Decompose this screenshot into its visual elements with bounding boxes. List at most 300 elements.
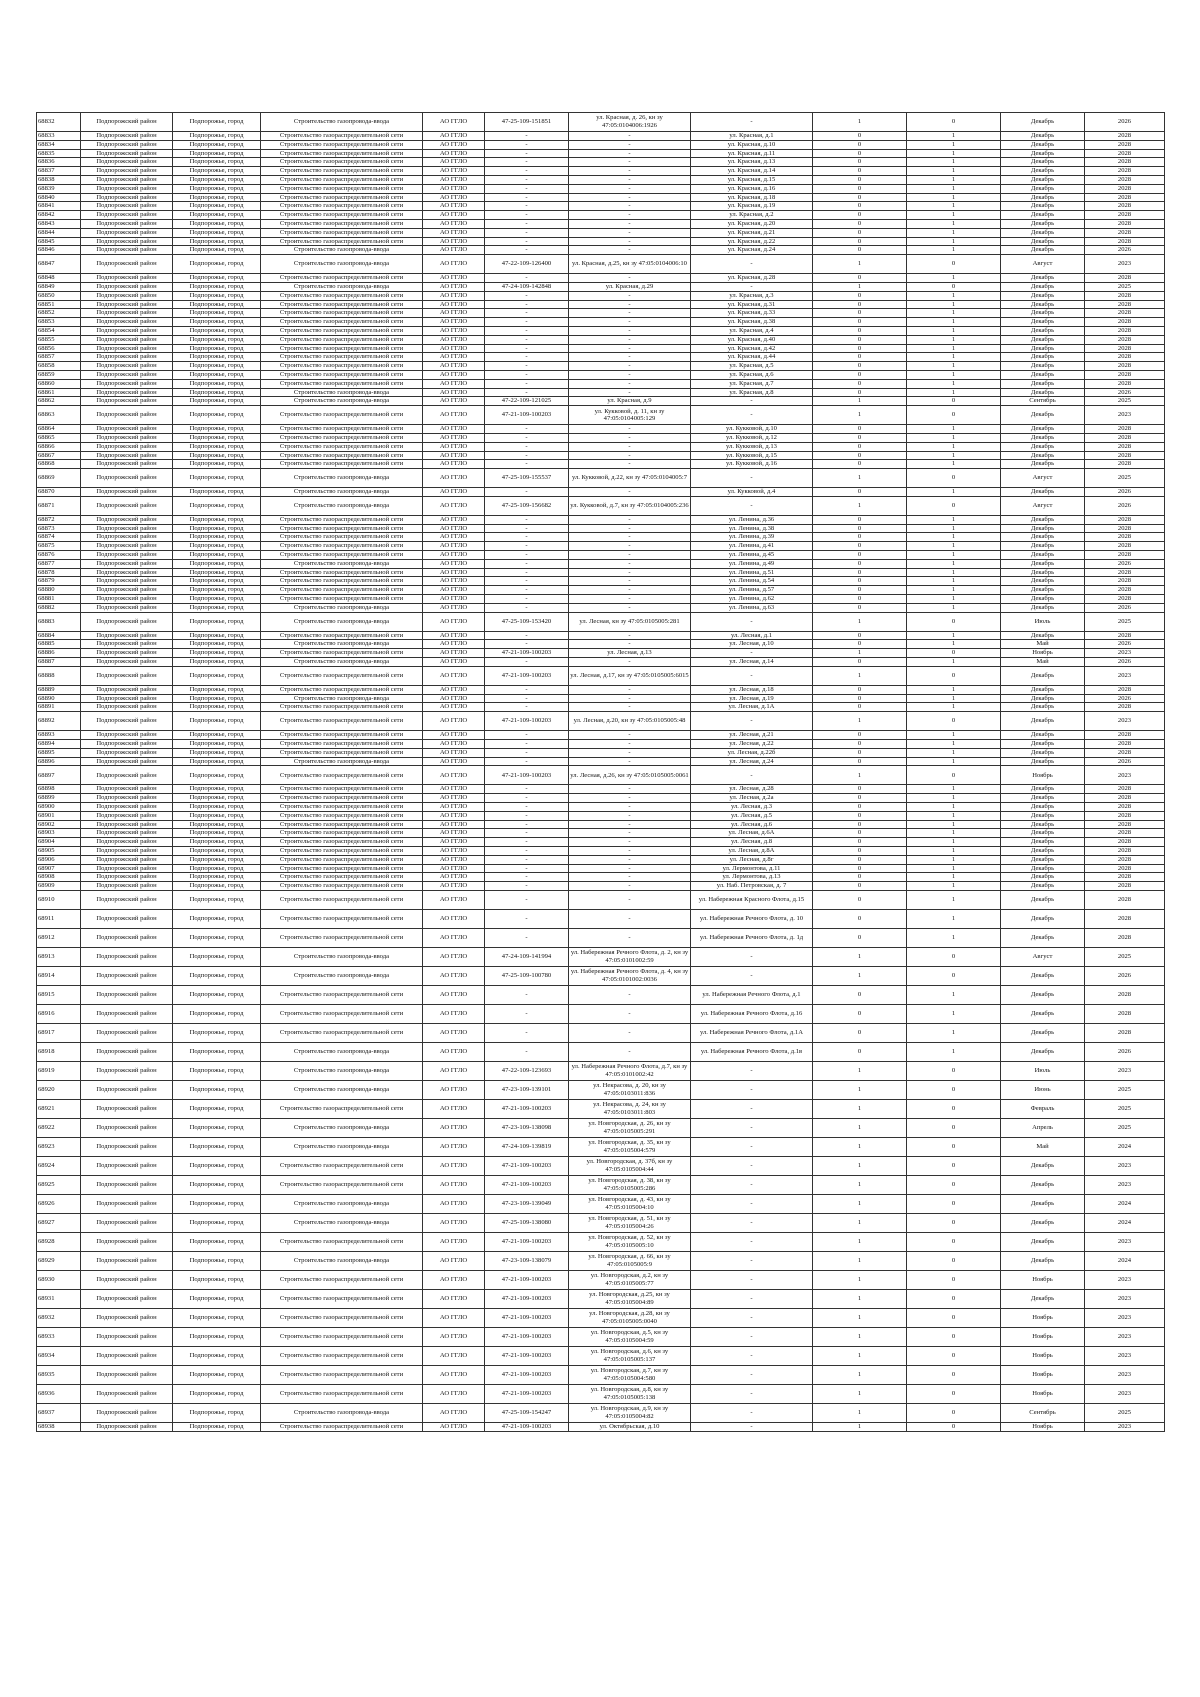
cell-tu_number: - [485,193,569,202]
cell-id: 68854 [37,326,81,335]
cell-year: 2028 [1085,158,1165,167]
cell-month: Декабрь [1001,595,1085,604]
cell-tu_number: - [485,237,569,246]
cell-q2: 1 [907,803,1001,812]
cell-address_cadastral: ул. Красная, д. 26, кн зу 47:05:0104006:1926 [569,113,691,132]
cell-address_object: - [691,1118,813,1137]
cell-id: 68882 [37,603,81,612]
cell-q2: 1 [907,353,1001,362]
cell-q2: 1 [907,237,1001,246]
cell-address_object: - [691,1137,813,1156]
cell-id: 68885 [37,640,81,649]
table-row [37,326,1165,335]
cell-district: Подпорожский район [81,928,173,947]
cell-q1: 0 [813,158,907,167]
cell-district: Подпорожский район [81,362,173,371]
cell-month: Декабрь [1001,1289,1085,1308]
cell-q1: 0 [813,219,907,228]
cell-q1: 1 [813,966,907,985]
cell-locality: Подпорожье, город [173,344,261,353]
cell-q1: 0 [813,577,907,586]
table-row [37,246,1165,255]
cell-q2: 1 [907,559,1001,568]
cell-locality: Подпорожье, город [173,855,261,864]
table-row [37,1365,1165,1384]
cell-q1: 1 [813,1327,907,1346]
cell-organization: АО ГГЛО [423,685,485,694]
cell-year: 2028 [1085,193,1165,202]
cell-tu_number: - [485,740,569,749]
cell-q2: 1 [907,460,1001,469]
cell-district: Подпорожский район [81,559,173,568]
cell-organization: АО ГГЛО [423,882,485,891]
cell-organization: АО ГГЛО [423,353,485,362]
cell-tu_number: 47-21-109-100203 [485,649,569,658]
cell-organization: АО ГГЛО [423,219,485,228]
table-row [37,344,1165,353]
cell-tu_number: - [485,909,569,928]
cell-tu_number: - [485,211,569,220]
cell-work_type: Строительство газопровода-ввода [261,1403,423,1422]
cell-q1: 0 [813,542,907,551]
cell-tu_number: - [485,685,569,694]
cell-year: 2028 [1085,237,1165,246]
cell-address_cadastral: ул. Новгородская, д. 43, кн зу 47:05:0105004:10 [569,1194,691,1213]
cell-q1: 1 [813,1308,907,1327]
cell-locality: Подпорожье, город [173,496,261,515]
cell-q2: 1 [907,731,1001,740]
cell-month: Ноябрь [1001,1384,1085,1403]
table-row [37,318,1165,327]
table-row [37,551,1165,560]
cell-year: 2023 [1085,1232,1165,1251]
cell-q1: 0 [813,274,907,283]
cell-organization: АО ГГЛО [423,658,485,667]
cell-locality: Подпорожье, город [173,551,261,560]
cell-work_type: Строительство газораспределительной сети [261,460,423,469]
cell-address_object: - [691,1346,813,1365]
cell-tu_number: 47-24-109-142848 [485,282,569,291]
cell-address_cadastral: - [569,757,691,766]
cell-address_cadastral: - [569,228,691,237]
cell-year: 2028 [1085,353,1165,362]
cell-year: 2028 [1085,211,1165,220]
cell-address_object: - [691,255,813,274]
cell-work_type: Строительство газораспределительной сети [261,149,423,158]
cell-month: Декабрь [1001,873,1085,882]
cell-work_type: Строительство газораспределительной сети [261,649,423,658]
cell-work_type: Строительство газопровода-ввода [261,496,423,515]
cell-district: Подпорожский район [81,685,173,694]
cell-work_type: Строительство газораспределительной сети [261,202,423,211]
cell-organization: АО ГГЛО [423,524,485,533]
cell-year: 2026 [1085,757,1165,766]
cell-locality: Подпорожье, город [173,282,261,291]
cell-locality: Подпорожье, город [173,577,261,586]
cell-organization: АО ГГЛО [423,167,485,176]
cell-month: Декабрь [1001,740,1085,749]
cell-district: Подпорожский район [81,748,173,757]
cell-year: 2028 [1085,551,1165,560]
cell-q1: 0 [813,864,907,873]
cell-tu_number: 47-21-109-100203 [485,666,569,685]
cell-work_type: Строительство газораспределительной сети [261,370,423,379]
cell-organization: АО ГГЛО [423,1156,485,1175]
cell-address_cadastral: - [569,353,691,362]
cell-address_cadastral: - [569,184,691,193]
cell-address_cadastral: - [569,855,691,864]
cell-q2: 0 [907,397,1001,406]
cell-year: 2024 [1085,1213,1165,1232]
cell-q1: 0 [813,291,907,300]
cell-work_type: Строительство газораспределительной сети [261,909,423,928]
cell-address_object: ул. Красная, д.33 [691,309,813,318]
cell-q1: 0 [813,237,907,246]
cell-tu_number: 47-24-109-139819 [485,1137,569,1156]
cell-work_type: Строительство газораспределительной сети [261,158,423,167]
cell-month: Декабрь [1001,158,1085,167]
cell-address_object: - [691,1270,813,1289]
cell-address_cadastral: ул. Набережная Речного Флота, д.7, кн зу 47:05:0101002:42 [569,1061,691,1080]
cell-district: Подпорожский район [81,282,173,291]
cell-address_object: - [691,666,813,685]
cell-year: 2028 [1085,309,1165,318]
cell-address_cadastral: - [569,1004,691,1023]
table-row [37,1137,1165,1156]
table-row [37,1289,1165,1308]
cell-q1: 0 [813,460,907,469]
cell-address_cadastral: - [569,326,691,335]
cell-q2: 1 [907,890,1001,909]
cell-address_cadastral: - [569,864,691,873]
table-row [37,282,1165,291]
cell-q2: 1 [907,132,1001,141]
cell-q1: 0 [813,149,907,158]
cell-month: Декабрь [1001,559,1085,568]
cell-tu_number: 47-21-109-100203 [485,1289,569,1308]
cell-address_object: - [691,966,813,985]
cell-organization: АО ГГЛО [423,211,485,220]
cell-id: 68862 [37,397,81,406]
cell-q2: 1 [907,533,1001,542]
cell-tu_number: 47-25-109-100780 [485,966,569,985]
cell-address_object: ул. Красная, д.38 [691,318,813,327]
table-row [37,1080,1165,1099]
cell-address_object: ул. Красная, д.42 [691,344,813,353]
cell-work_type: Строительство газопровода-ввода [261,947,423,966]
table-row [37,890,1165,909]
cell-organization: АО ГГЛО [423,1289,485,1308]
cell-address_object: ул. Лесная, д.2а [691,794,813,803]
cell-locality: Подпорожье, город [173,1308,261,1327]
cell-year: 2028 [1085,274,1165,283]
cell-address_object: ул. Красная, д.2 [691,211,813,220]
cell-locality: Подпорожье, город [173,631,261,640]
cell-district: Подпорожский район [81,703,173,712]
cell-district: Подпорожский район [81,820,173,829]
cell-month: Декабрь [1001,577,1085,586]
cell-tu_number: - [485,864,569,873]
cell-tu_number: 47-25-109-156682 [485,496,569,515]
cell-address_object: - [691,1213,813,1232]
cell-locality: Подпорожье, город [173,1194,261,1213]
cell-q2: 1 [907,488,1001,497]
cell-year: 2028 [1085,685,1165,694]
cell-address_object: ул. Лесная, д.6А [691,829,813,838]
cell-tu_number: - [485,219,569,228]
cell-year: 2028 [1085,425,1165,434]
cell-address_object: ул. Ленина, д.39 [691,533,813,542]
cell-q1: 0 [813,1042,907,1061]
cell-work_type: Строительство газопровода-ввода [261,255,423,274]
cell-address_cadastral: ул. Новгородская, д. 38, кн зу 47:05:0105005:286 [569,1175,691,1194]
cell-address_cadastral: - [569,811,691,820]
cell-month: Декабрь [1001,1232,1085,1251]
table-row [37,1327,1165,1346]
cell-q1: 0 [813,890,907,909]
cell-locality: Подпорожье, город [173,255,261,274]
cell-address_cadastral: ул. Кукковой, д. 11, кн зу 47:05:0104005:129 [569,406,691,425]
cell-address_cadastral: ул. Новгородская, д.28, кн зу 47:05:0105005:0040 [569,1308,691,1327]
table-row [37,612,1165,631]
cell-year: 2023 [1085,712,1165,731]
cell-organization: АО ГГЛО [423,985,485,1004]
cell-id: 68906 [37,855,81,864]
cell-q2: 1 [907,388,1001,397]
cell-work_type: Строительство газораспределительной сети [261,1327,423,1346]
cell-address_object: - [691,1327,813,1346]
cell-district: Подпорожский район [81,140,173,149]
cell-q1: 1 [813,1232,907,1251]
cell-month: Декабрь [1001,460,1085,469]
cell-district: Подпорожский район [81,1251,173,1270]
cell-organization: АО ГГЛО [423,586,485,595]
cell-id: 68922 [37,1118,81,1137]
cell-work_type: Строительство газораспределительной сети [261,344,423,353]
cell-id: 68937 [37,1403,81,1422]
cell-locality: Подпорожье, город [173,658,261,667]
cell-address_cadastral: - [569,274,691,283]
cell-month: Май [1001,640,1085,649]
cell-district: Подпорожский район [81,211,173,220]
cell-work_type: Строительство газораспределительной сети [261,1175,423,1194]
cell-q1: 0 [813,586,907,595]
cell-address_cadastral: - [569,132,691,141]
cell-q2: 1 [907,274,1001,283]
cell-year: 2023 [1085,255,1165,274]
cell-address_object: - [691,282,813,291]
cell-month: Декабрь [1001,966,1085,985]
cell-work_type: Строительство газопровода-ввода [261,488,423,497]
cell-id: 68840 [37,193,81,202]
cell-address_object: ул. Красная, д.4 [691,326,813,335]
cell-address_cadastral: ул. Красная, д.25, кн зу 47:05:0104006:10 [569,255,691,274]
cell-district: Подпорожский район [81,1042,173,1061]
cell-tu_number: - [485,847,569,856]
cell-locality: Подпорожье, город [173,1175,261,1194]
cell-address_object: ул. Красная, д.10 [691,140,813,149]
cell-locality: Подпорожье, город [173,1232,261,1251]
cell-address_cadastral: ул. Лесная, д.17, кн зу 47:05:0105005:6015 [569,666,691,685]
cell-tu_number: 47-23-109-139101 [485,1080,569,1099]
cell-organization: АО ГГЛО [423,909,485,928]
cell-q1: 0 [813,140,907,149]
cell-year: 2028 [1085,909,1165,928]
cell-address_object: ул. Ленина, д.38 [691,524,813,533]
cell-year: 2026 [1085,640,1165,649]
cell-q2: 1 [907,515,1001,524]
cell-work_type: Строительство газораспределительной сети [261,542,423,551]
cell-q1: 1 [813,1384,907,1403]
cell-tu_number: - [485,631,569,640]
cell-work_type: Строительство газопровода-ввода [261,388,423,397]
cell-year: 2023 [1085,1365,1165,1384]
cell-organization: АО ГГЛО [423,559,485,568]
cell-id: 68931 [37,1289,81,1308]
cell-month: Декабрь [1001,184,1085,193]
cell-q1: 0 [813,344,907,353]
cell-year: 2023 [1085,1289,1165,1308]
cell-year: 2025 [1085,1118,1165,1137]
cell-address_cadastral: - [569,442,691,451]
table-row [37,757,1165,766]
cell-organization: АО ГГЛО [423,694,485,703]
cell-address_object: ул. Кукковой, д.13 [691,442,813,451]
cell-tu_number: 47-25-109-154247 [485,1403,569,1422]
cell-id: 68921 [37,1099,81,1118]
cell-tu_number: 47-23-109-138079 [485,1251,569,1270]
cell-organization: АО ГГЛО [423,1194,485,1213]
cell-work_type: Строительство газораспределительной сети [261,1099,423,1118]
cell-locality: Подпорожье, город [173,353,261,362]
cell-address_object: - [691,1384,813,1403]
cell-organization: АО ГГЛО [423,533,485,542]
cell-address_cadastral: ул. Набережная Речного Флота, д. 2, кн зу 47:05:0101002:59 [569,947,691,966]
table-row [37,406,1165,425]
cell-tu_number: - [485,640,569,649]
cell-tu_number: - [485,731,569,740]
cell-district: Подпорожский район [81,1023,173,1042]
table-row [37,460,1165,469]
cell-year: 2025 [1085,1403,1165,1422]
cell-district: Подпорожский район [81,469,173,488]
cell-district: Подпорожский район [81,353,173,362]
cell-q2: 0 [907,1422,1001,1431]
cell-district: Подпорожский район [81,460,173,469]
cell-q1: 0 [813,451,907,460]
cell-q2: 0 [907,1080,1001,1099]
cell-year: 2028 [1085,785,1165,794]
cell-q2: 0 [907,947,1001,966]
cell-month: Декабрь [1001,291,1085,300]
cell-tu_number: - [485,1023,569,1042]
cell-address_cadastral: - [569,820,691,829]
cell-year: 2023 [1085,1308,1165,1327]
cell-organization: АО ГГЛО [423,740,485,749]
cell-year: 2028 [1085,379,1165,388]
cell-work_type: Строительство газопровода-ввода [261,113,423,132]
cell-id: 68845 [37,237,81,246]
cell-work_type: Строительство газопровода-ввода [261,1194,423,1213]
cell-month: Декабрь [1001,542,1085,551]
cell-locality: Подпорожье, город [173,460,261,469]
cell-q2: 1 [907,820,1001,829]
cell-address_cadastral: - [569,524,691,533]
cell-address_object: ул. Набережная Красного Флота, д.15 [691,890,813,909]
cell-organization: АО ГГЛО [423,766,485,785]
table-row [37,1194,1165,1213]
table-row [37,603,1165,612]
cell-id: 68909 [37,882,81,891]
table-row [37,631,1165,640]
cell-month: Декабрь [1001,318,1085,327]
cell-address_cadastral: - [569,909,691,928]
cell-id: 68866 [37,442,81,451]
cell-locality: Подпорожье, город [173,794,261,803]
table-row [37,211,1165,220]
cell-locality: Подпорожье, город [173,370,261,379]
cell-q2: 1 [907,882,1001,891]
table-row [37,882,1165,891]
cell-id: 68859 [37,370,81,379]
cell-work_type: Строительство газораспределительной сети [261,300,423,309]
cell-month: Декабрь [1001,890,1085,909]
cell-month: Апрель [1001,1118,1085,1137]
cell-work_type: Строительство газораспределительной сети [261,318,423,327]
cell-id: 68835 [37,149,81,158]
cell-organization: АО ГГЛО [423,649,485,658]
cell-organization: АО ГГЛО [423,237,485,246]
cell-address_cadastral: ул. Лесная, д.20, кн зу 47:05:0105005:48 [569,712,691,731]
cell-month: Декабрь [1001,193,1085,202]
cell-district: Подпорожский район [81,694,173,703]
cell-address_cadastral: ул. Новгородская, д. 51, кн зу 47:05:0105004:26 [569,1213,691,1232]
cell-year: 2028 [1085,838,1165,847]
cell-year: 2028 [1085,1004,1165,1023]
cell-tu_number: - [485,890,569,909]
cell-q2: 0 [907,1270,1001,1289]
cell-month: Ноябрь [1001,1327,1085,1346]
table-row [37,237,1165,246]
cell-locality: Подпорожье, город [173,712,261,731]
cell-district: Подпорожский район [81,712,173,731]
cell-organization: АО ГГЛО [423,577,485,586]
cell-id: 68872 [37,515,81,524]
cell-locality: Подпорожье, город [173,309,261,318]
cell-address_object: ул. Набережная Речного Флота, д. 10 [691,909,813,928]
cell-year: 2028 [1085,703,1165,712]
cell-organization: АО ГГЛО [423,1118,485,1137]
cell-tu_number: - [485,167,569,176]
cell-q1: 0 [813,202,907,211]
cell-organization: АО ГГЛО [423,433,485,442]
cell-month: Декабрь [1001,211,1085,220]
cell-q1: 0 [813,820,907,829]
cell-tu_number: - [485,344,569,353]
cell-organization: АО ГГЛО [423,603,485,612]
cell-district: Подпорожский район [81,533,173,542]
table-row [37,309,1165,318]
cell-id: 68912 [37,928,81,947]
cell-district: Подпорожский район [81,388,173,397]
cell-year: 2028 [1085,985,1165,1004]
cell-address_cadastral: - [569,928,691,947]
cell-organization: АО ГГЛО [423,864,485,873]
cell-q2: 1 [907,344,1001,353]
cell-address_object: - [691,1289,813,1308]
cell-month: Декабрь [1001,1213,1085,1232]
cell-address_object: ул. Красная, д.16 [691,184,813,193]
